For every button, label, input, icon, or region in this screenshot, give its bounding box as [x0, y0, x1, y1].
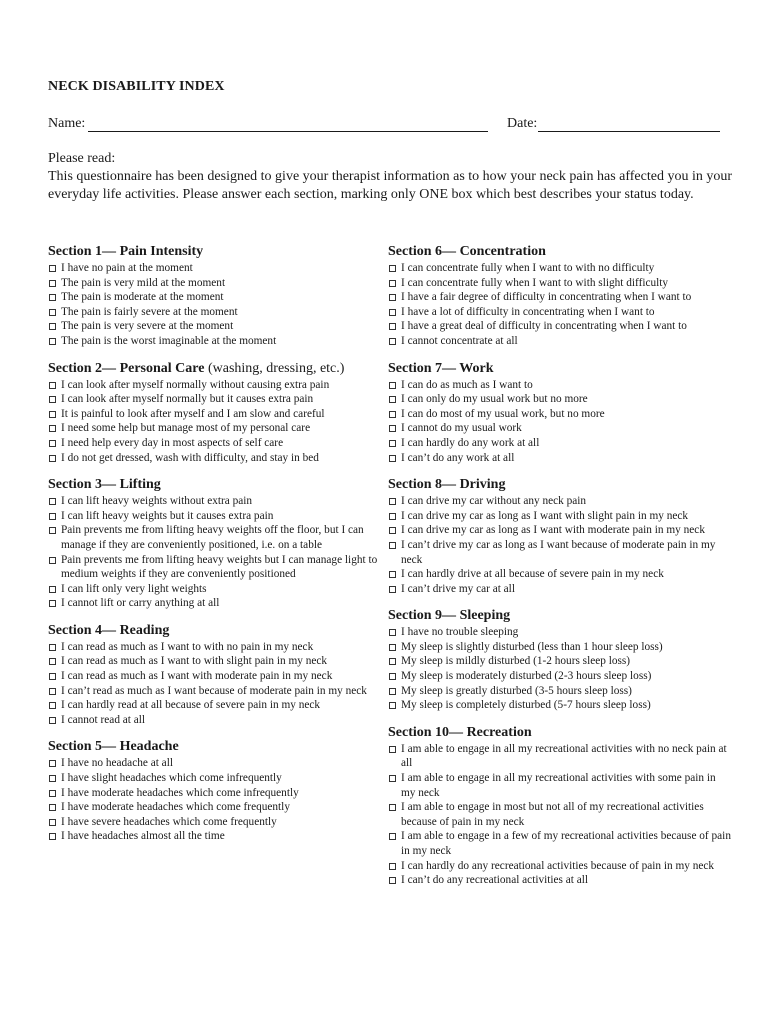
checkbox[interactable]: [389, 280, 396, 287]
option-item: [48, 786, 380, 801]
option-item: [48, 378, 380, 393]
option-item: [388, 582, 732, 597]
section-heading: [48, 359, 380, 378]
option-label: I can hardly read at all because of severe pain in my neck: [61, 699, 321, 712]
checkbox[interactable]: [49, 673, 56, 680]
option-item: [388, 421, 732, 436]
option-item: [48, 451, 380, 466]
checkbox[interactable]: [49, 280, 56, 287]
checkbox[interactable]: [389, 396, 396, 403]
option-item: [388, 334, 732, 349]
option-label: I can’t read as much as I want because of moderate pain in my neck: [61, 684, 367, 697]
checkbox[interactable]: [49, 265, 56, 272]
option-item: [48, 319, 380, 334]
option-label: I am able to engage in most but not all of my recreational activities because of pain in my neck: [401, 801, 704, 828]
section-title: Headache: [116, 739, 179, 755]
checkbox[interactable]: [389, 338, 396, 345]
option-list: [388, 494, 732, 596]
option-item: [388, 567, 732, 582]
option-item: [48, 305, 380, 320]
instructions-body: This questionnaire has been designed to give your therapist information as to how your neck pain has affected you in your everyday life activities. Please answer each section, marking only ONE box which best describes your status today.: [48, 169, 733, 202]
option-label: My sleep is completely disturbed (5-7 hours sleep loss): [401, 699, 651, 712]
checkbox[interactable]: [389, 265, 396, 272]
section-2: [48, 359, 380, 466]
option-label: I have moderate headaches which come infrequently: [61, 786, 299, 799]
checkbox[interactable]: [49, 513, 56, 520]
option-label: I do not get dressed, wash with difficulty, and stay in bed: [61, 451, 319, 464]
checkbox[interactable]: [389, 746, 396, 753]
section-heading: [388, 723, 732, 742]
option-label: I have severe headaches which come frequently: [61, 815, 277, 828]
section-title: Driving: [456, 477, 506, 493]
option-item: [388, 684, 732, 699]
option-label: I have a great deal of difficulty in concentrating when I want to: [401, 320, 687, 333]
section-5: [48, 737, 380, 844]
option-label: I can do as much as I want to: [401, 378, 533, 391]
checkbox[interactable]: [49, 396, 56, 403]
option-item: [388, 319, 732, 334]
option-label: I have no trouble sleeping: [401, 626, 519, 639]
option-item: [388, 698, 732, 713]
section-number: Section 2—: [48, 360, 117, 376]
checkbox[interactable]: [389, 775, 396, 782]
left-column: [48, 242, 380, 854]
section-note: (washing, dressing, etc.): [204, 360, 345, 376]
option-label: I am able to engage in a few of my recreational activities because of pain in my neck: [401, 830, 731, 857]
section-number: Section 7—: [388, 360, 457, 376]
section-title: Recreation: [463, 724, 532, 740]
option-label: Pain prevents me from lifting heavy weights off the floor, but I can manage if they are conveniently positioned, i.e. on a table: [61, 524, 364, 551]
checkbox[interactable]: [49, 411, 56, 418]
option-label: I have slight headaches which come infrequently: [61, 772, 282, 785]
option-item: [48, 290, 380, 305]
option-label: I can look after myself normally but it causes extra pain: [61, 393, 314, 406]
section-title: Concentration: [456, 244, 546, 259]
section-8: [388, 475, 732, 596]
checkbox[interactable]: [389, 498, 396, 505]
checkbox[interactable]: [389, 455, 396, 462]
section-6: [388, 242, 732, 349]
checkbox[interactable]: [49, 425, 56, 432]
checkbox[interactable]: [389, 877, 396, 884]
checkbox[interactable]: [49, 819, 56, 826]
option-label: Pain prevents me from lifting heavy weights but I can manage light to medium weights if they are conveniently positioned: [61, 553, 378, 581]
option-item: [388, 436, 732, 451]
option-label: The pain is very severe at the moment: [61, 320, 234, 333]
option-item: [48, 640, 380, 655]
checkbox[interactable]: [389, 833, 396, 840]
option-item: [48, 334, 380, 349]
option-label: I can lift heavy weights without extra pain: [61, 495, 253, 508]
section-4: [48, 621, 380, 728]
section-number: Section 5—: [48, 739, 117, 755]
checkbox[interactable]: [49, 760, 56, 767]
option-item: [48, 276, 380, 291]
checkbox[interactable]: [49, 455, 56, 462]
option-item: [48, 800, 380, 815]
checkbox[interactable]: [389, 382, 396, 389]
option-label: I need some help but manage most of my personal care: [61, 422, 311, 435]
option-label: My sleep is greatly disturbed (3-5 hours sleep loss): [401, 684, 632, 697]
name-date-row: [48, 116, 732, 136]
option-label: I can read as much as I want to with slight pain in my neck: [61, 655, 328, 668]
section-7: [388, 359, 732, 466]
checkbox[interactable]: [49, 688, 56, 695]
option-item: [388, 276, 732, 291]
option-item: [388, 494, 732, 509]
section-title: Sleeping: [456, 608, 511, 624]
option-label: I can’t drive my car at all: [401, 582, 515, 595]
section-10: [388, 723, 732, 888]
option-item: [388, 771, 732, 800]
checkbox[interactable]: [389, 440, 396, 447]
checkbox[interactable]: [389, 688, 396, 695]
checkbox[interactable]: [389, 425, 396, 432]
checkbox[interactable]: [389, 527, 396, 534]
checkbox[interactable]: [49, 338, 56, 345]
option-item: [388, 800, 732, 829]
option-label: I can drive my car as long as I want with moderate pain in my neck: [401, 524, 705, 537]
section-heading: [48, 475, 380, 494]
option-item: [388, 305, 732, 320]
checkbox[interactable]: [389, 804, 396, 811]
option-label: It is painful to look after myself and I am slow and careful: [61, 407, 325, 420]
checkbox[interactable]: [389, 294, 396, 301]
section-number: Section 9—: [388, 608, 457, 624]
option-label: I can read as much as I want to with no pain in my neck: [61, 640, 314, 653]
option-label: I can read as much as I want with moderate pain in my neck: [61, 670, 333, 683]
option-label: I can lift heavy weights but it causes extra pain: [61, 509, 274, 522]
option-label: The pain is moderate at the moment: [61, 291, 224, 304]
option-item: [388, 640, 732, 655]
section-title: Work: [456, 360, 494, 376]
name-label: Name:: [48, 116, 86, 131]
right-column: [388, 242, 732, 898]
section-title: Pain Intensity: [116, 244, 204, 259]
section-title: Reading: [116, 622, 170, 638]
checkbox[interactable]: [49, 527, 56, 534]
checkbox[interactable]: [389, 658, 396, 665]
section-title: Personal Care: [116, 360, 205, 376]
section-title: Lifting: [116, 477, 161, 493]
option-label: I can look after myself normally without causing extra pain: [61, 378, 330, 391]
option-label: I cannot do my usual work: [401, 422, 522, 435]
option-item: [48, 684, 380, 699]
date-field[interactable]: [538, 131, 720, 132]
checkbox[interactable]: [389, 863, 396, 870]
instructions: [48, 150, 732, 204]
checkbox[interactable]: [49, 382, 56, 389]
option-list: [48, 756, 380, 844]
section-heading: [388, 606, 732, 625]
option-item: [388, 509, 732, 524]
section-heading: [388, 359, 732, 378]
option-item: [48, 421, 380, 436]
document-page: [48, 0, 732, 1024]
option-item: [48, 553, 380, 582]
option-item: [48, 523, 380, 552]
option-item: [388, 654, 732, 669]
checkbox[interactable]: [49, 804, 56, 811]
instructions-heading: Please read:: [48, 151, 116, 166]
checkbox[interactable]: [49, 600, 56, 607]
section-number: Section 6—: [388, 244, 457, 259]
checkbox[interactable]: [49, 586, 56, 593]
option-label: The pain is fairly severe at the moment: [61, 305, 238, 318]
option-list: [48, 494, 380, 611]
checkbox[interactable]: [49, 323, 56, 330]
checkbox[interactable]: [49, 294, 56, 301]
option-label: I need help every day in most aspects of self care: [61, 436, 284, 449]
checkbox[interactable]: [389, 323, 396, 330]
option-item: [48, 261, 380, 276]
section-number: Section 1—: [48, 244, 117, 259]
option-item: [388, 451, 732, 466]
option-label: I can drive my car without any neck pain: [401, 495, 587, 508]
option-label: I can hardly drive at all because of severe pain in my neck: [401, 568, 664, 581]
option-item: [388, 261, 732, 276]
checkbox[interactable]: [49, 717, 56, 724]
option-label: I can’t do any recreational activities at all: [401, 874, 589, 887]
option-item: [48, 669, 380, 684]
option-label: I am able to engage in all my recreational activities with no neck pain at all: [401, 742, 727, 770]
option-label: I can hardly do any work at all: [401, 436, 540, 449]
option-label: I have a fair degree of difficulty in concentrating when I want to: [401, 291, 692, 304]
section-number: Section 10—: [388, 724, 464, 740]
option-item: [48, 713, 380, 728]
option-list: [388, 261, 732, 349]
checkbox[interactable]: [49, 498, 56, 505]
option-item: [388, 392, 732, 407]
option-label: I am able to engage in all my recreational activities with some pain in my neck: [401, 772, 716, 799]
option-list: [48, 261, 380, 349]
option-label: My sleep is moderately disturbed (2-3 hours sleep loss): [401, 670, 652, 683]
option-item: [388, 873, 732, 888]
option-label: I have headaches almost all the time: [61, 830, 225, 843]
checkbox[interactable]: [389, 309, 396, 316]
option-label: My sleep is mildly disturbed (1-2 hours sleep loss): [401, 655, 631, 668]
checkbox[interactable]: [389, 586, 396, 593]
option-item: [48, 494, 380, 509]
option-label: I can lift only very light weights: [61, 582, 207, 595]
section-number: Section 4—: [48, 622, 117, 638]
option-label: I can concentrate fully when I want to with slight difficulty: [401, 276, 669, 289]
checkbox[interactable]: [49, 309, 56, 316]
option-label: I have moderate headaches which come frequently: [61, 801, 290, 814]
checkbox[interactable]: [49, 644, 56, 651]
option-label: The pain is the worst imaginable at the moment: [61, 334, 277, 347]
option-item: [388, 407, 732, 422]
option-item: [48, 815, 380, 830]
section-3: [48, 475, 380, 611]
section-heading: [388, 475, 732, 494]
checkbox[interactable]: [389, 629, 396, 636]
section-heading: [388, 242, 732, 261]
checkbox[interactable]: [49, 790, 56, 797]
option-item: [48, 654, 380, 669]
page-title: NECK DISABILITY INDEX: [48, 79, 225, 94]
option-label: I can’t drive my car as long as I want because of moderate pain in my neck: [401, 538, 716, 566]
option-item: [388, 538, 732, 567]
checkbox[interactable]: [49, 440, 56, 447]
option-item: [48, 829, 380, 844]
option-item: [48, 756, 380, 771]
option-item: [388, 290, 732, 305]
date-label: Date:: [507, 116, 538, 131]
option-item: [388, 742, 732, 771]
option-item: [48, 509, 380, 524]
section-number: Section 3—: [48, 477, 117, 493]
checkbox[interactable]: [389, 411, 396, 418]
option-item: [48, 596, 380, 611]
checkbox[interactable]: [389, 571, 396, 578]
option-item: [48, 392, 380, 407]
checkbox[interactable]: [49, 702, 56, 709]
option-item: [48, 698, 380, 713]
name-field[interactable]: [88, 131, 488, 132]
option-label: I can hardly do any recreational activities because of pain in my neck: [401, 859, 715, 872]
option-label: I can drive my car as long as I want with slight pain in my neck: [401, 509, 689, 522]
option-item: [48, 771, 380, 786]
checkbox[interactable]: [389, 702, 396, 709]
checkbox[interactable]: [389, 644, 396, 651]
section-1: [48, 242, 380, 349]
option-label: My sleep is slightly disturbed (less than 1 hour sleep loss): [401, 640, 663, 653]
option-label: I can’t do any work at all: [401, 451, 515, 464]
option-item: [388, 829, 732, 858]
checkbox[interactable]: [49, 833, 56, 840]
option-list: [48, 640, 380, 728]
option-item: [388, 859, 732, 874]
option-list: [388, 378, 732, 466]
section-number: Section 8—: [388, 477, 457, 493]
option-label: I cannot lift or carry anything at all: [61, 597, 220, 610]
option-list: [388, 742, 732, 888]
option-label: The pain is very mild at the moment: [61, 276, 226, 289]
checkbox[interactable]: [389, 673, 396, 680]
option-item: [388, 378, 732, 393]
option-list: [388, 625, 732, 713]
option-label: I have a lot of difficulty in concentrating when I want to: [401, 305, 655, 318]
checkbox[interactable]: [49, 775, 56, 782]
option-item: [388, 523, 732, 538]
option-item: [48, 436, 380, 451]
section-heading: [48, 737, 380, 756]
checkbox[interactable]: [389, 513, 396, 520]
option-label: I cannot concentrate at all: [401, 334, 518, 347]
option-item: [388, 625, 732, 640]
option-label: I can do most of my usual work, but no more: [401, 407, 605, 420]
checkbox[interactable]: [49, 557, 56, 564]
option-item: [48, 582, 380, 597]
checkbox[interactable]: [389, 542, 396, 549]
option-label: I have no headache at all: [61, 757, 173, 770]
option-item: [48, 407, 380, 422]
option-label: I can only do my usual work but no more: [401, 393, 588, 406]
checkbox[interactable]: [49, 658, 56, 665]
section-heading: [48, 242, 380, 261]
section-9: [388, 606, 732, 713]
option-label: I cannot read at all: [61, 713, 146, 726]
section-heading: [48, 621, 380, 640]
option-label: I can concentrate fully when I want to with no difficulty: [401, 262, 655, 274]
option-label: I have no pain at the moment: [61, 262, 193, 274]
option-item: [388, 669, 732, 684]
option-list: [48, 378, 380, 466]
